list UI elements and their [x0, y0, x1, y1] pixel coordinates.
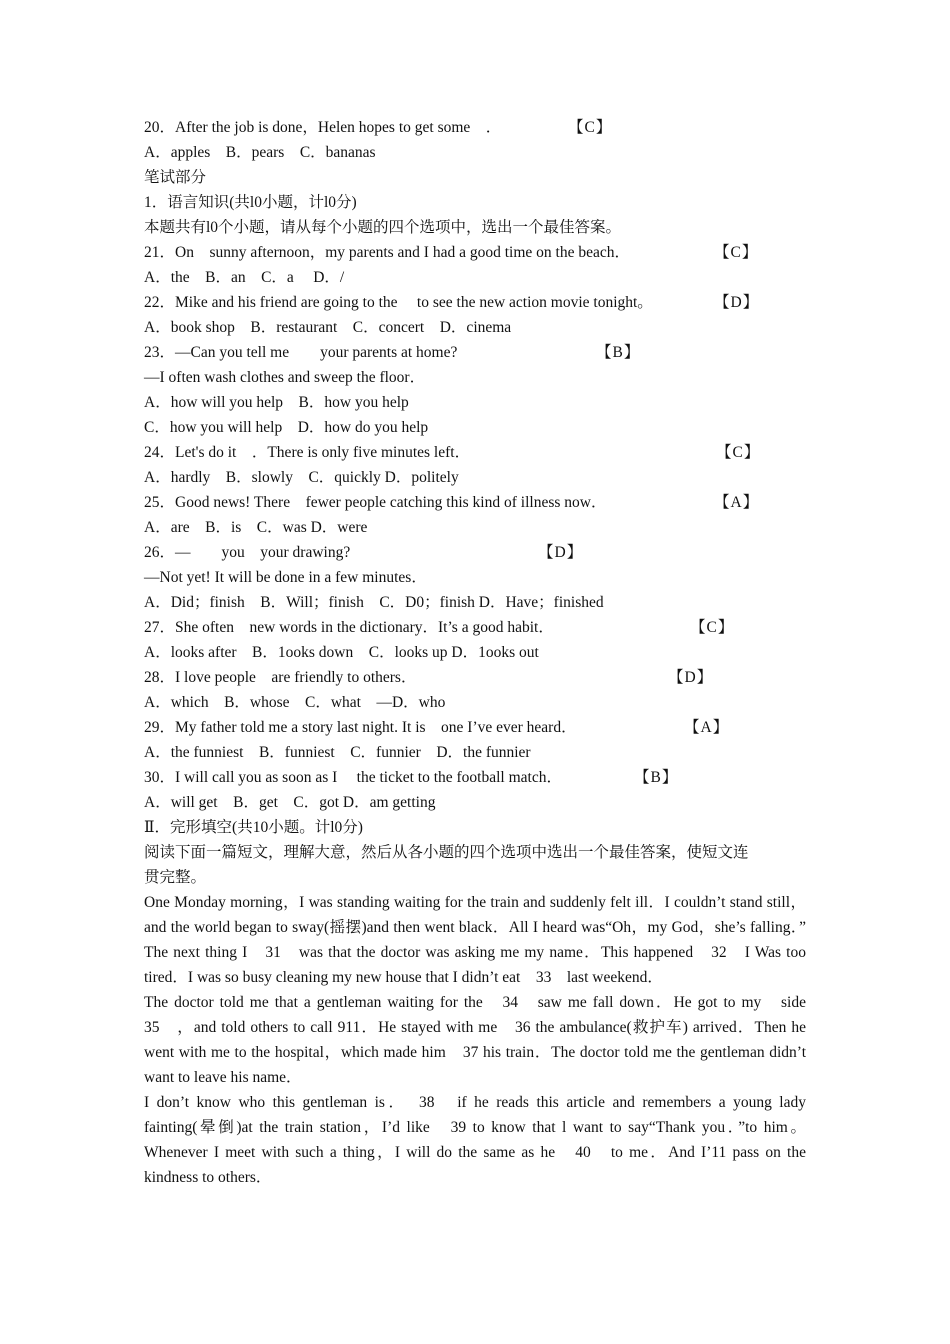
- answer-key: 【D】: [538, 544, 584, 561]
- question-text: 30．I will call you as soon as I the ticket to the football match．: [144, 769, 562, 786]
- options-26: A．Did；finish B．Will；finish C．D0；finish D．Have；finished: [144, 594, 604, 611]
- options-29: A．the funniest B．funniest C．funnier D．the funnier: [144, 744, 531, 761]
- question-29: [144, 715, 806, 740]
- passage-paragraph-2: The doctor told me that a gentleman waiting for the 34 saw me fall down．He got to my side 35 ，and told others to call 911．He stayed with me 36 the ambulance(救护车) arrived．Then he went with me to the hospital，which made him 37 his train．The doctor told me the gentleman didn’t want to leave his name．: [144, 994, 822, 1086]
- answer-key: 【C】: [714, 244, 759, 261]
- answer-key: 【B】: [634, 769, 679, 786]
- question-text: 28．I love people are friendly to others．: [144, 669, 417, 686]
- options-28: A．which B．whose C．what —D．who: [144, 694, 446, 711]
- section-heading-written: 笔试部分: [144, 169, 207, 186]
- options-21: A．the B．an C．a D．/: [144, 269, 345, 286]
- answer-key: 【A】: [714, 494, 760, 511]
- section-instructions-2-cont: 贯完整。: [144, 869, 207, 886]
- options-25: A．are B．is C．was D．were: [144, 519, 368, 536]
- question-20: [144, 115, 806, 140]
- question-text: 22．Mike and his friend are going to the to see the new action movie tonight。: [144, 294, 653, 311]
- passage-paragraph-1: One Monday morning，I was standing waiting for the train and suddenly felt ill．I couldn’t stand still，and the world began to sway(摇摆)and then went black．All I heard was“Oh，my God，she’s falling．” The next thing I 31 was that the doctor was asking me my name．This happened 32 I Was too tired．I was so busy cleaning my new house that I didn’t eat 33 last weekend．: [144, 894, 822, 986]
- question-23: [144, 340, 806, 365]
- options-30: A．will get B．get C．got D．am getting: [144, 794, 436, 811]
- answer-key: 【C】: [716, 444, 761, 461]
- question-30: [144, 765, 806, 790]
- options-23-row1: A．how will you help B．how you help: [144, 394, 409, 411]
- question-text: 26．— you your drawing?: [144, 544, 351, 561]
- answer-key: 【D】: [668, 669, 714, 686]
- options-20: A．apples B．pears C．bananas: [144, 144, 376, 161]
- question-text: 24．Let's do it ．There is only five minutes left．: [144, 444, 471, 461]
- options-22: A．book shop B．restaurant C．concert D．cinema: [144, 319, 512, 336]
- options-23-row2: C．how you will help D．how do you help: [144, 419, 429, 436]
- question-25: [144, 490, 806, 515]
- section-instructions-1: 本题共有l0个小题，请从每个小题的四个选项中，选出一个最佳答案。: [144, 219, 622, 236]
- answer-key: 【C】: [568, 119, 613, 136]
- question-27: [144, 615, 806, 640]
- question-23-reply: —I often wash clothes and sweep the floor．: [144, 369, 426, 386]
- answer-key: 【B】: [596, 344, 641, 361]
- question-text: 20．After the job is done，Helen hopes to get some ．: [144, 119, 502, 136]
- question-26: [144, 540, 806, 565]
- question-28: [144, 665, 806, 690]
- question-text: 27．She often new words in the dictionary．It’s a good habit．: [144, 619, 554, 636]
- answer-key: 【C】: [690, 619, 735, 636]
- section-heading-2: Ⅱ．完形填空(共10小题。计l0分): [144, 819, 363, 836]
- passage-paragraph-3: I don’t know who this gentleman is． 38 if he reads this article and remembers a young lady fainting(晕倒)at the train station，I’d like 39 to know that l want to say“Thank you．”to him。Whenever I meet with such a thing，I will do the same as he 40 to me．And I’11 pass on the kindness to others．: [144, 1094, 806, 1186]
- options-27: A．looks after B．1ooks down C．looks up D．1ooks out: [144, 644, 539, 661]
- question-text: 21．On sunny afternoon，my parents and I had a good time on the beach．: [144, 244, 630, 261]
- document-page: [144, 115, 822, 1190]
- question-26-reply: —Not yet! It will be done in a few minutes．: [144, 569, 427, 586]
- answer-key: 【A】: [684, 719, 730, 736]
- question-text: 29．My father told me a story last night. It is one I’ve ever heard．: [144, 719, 577, 736]
- question-text: 25．Good news! There fewer people catching this kind of illness now．: [144, 494, 607, 511]
- section-heading-1: 1．语言知识(共l0小题，计l0分): [144, 194, 357, 211]
- section-instructions-2: 阅读下面一篇短文，理解大意，然后从各小题的四个选项中选出一个最佳答案，使短文连: [144, 844, 749, 861]
- question-24: [144, 440, 806, 465]
- answer-key: 【D】: [714, 294, 760, 311]
- question-21: [144, 240, 806, 265]
- question-text: 23．—Can you tell me your parents at home?: [144, 344, 458, 361]
- question-22: [144, 290, 806, 315]
- options-24: A．hardly B．slowly C．quickly D．politely: [144, 469, 459, 486]
